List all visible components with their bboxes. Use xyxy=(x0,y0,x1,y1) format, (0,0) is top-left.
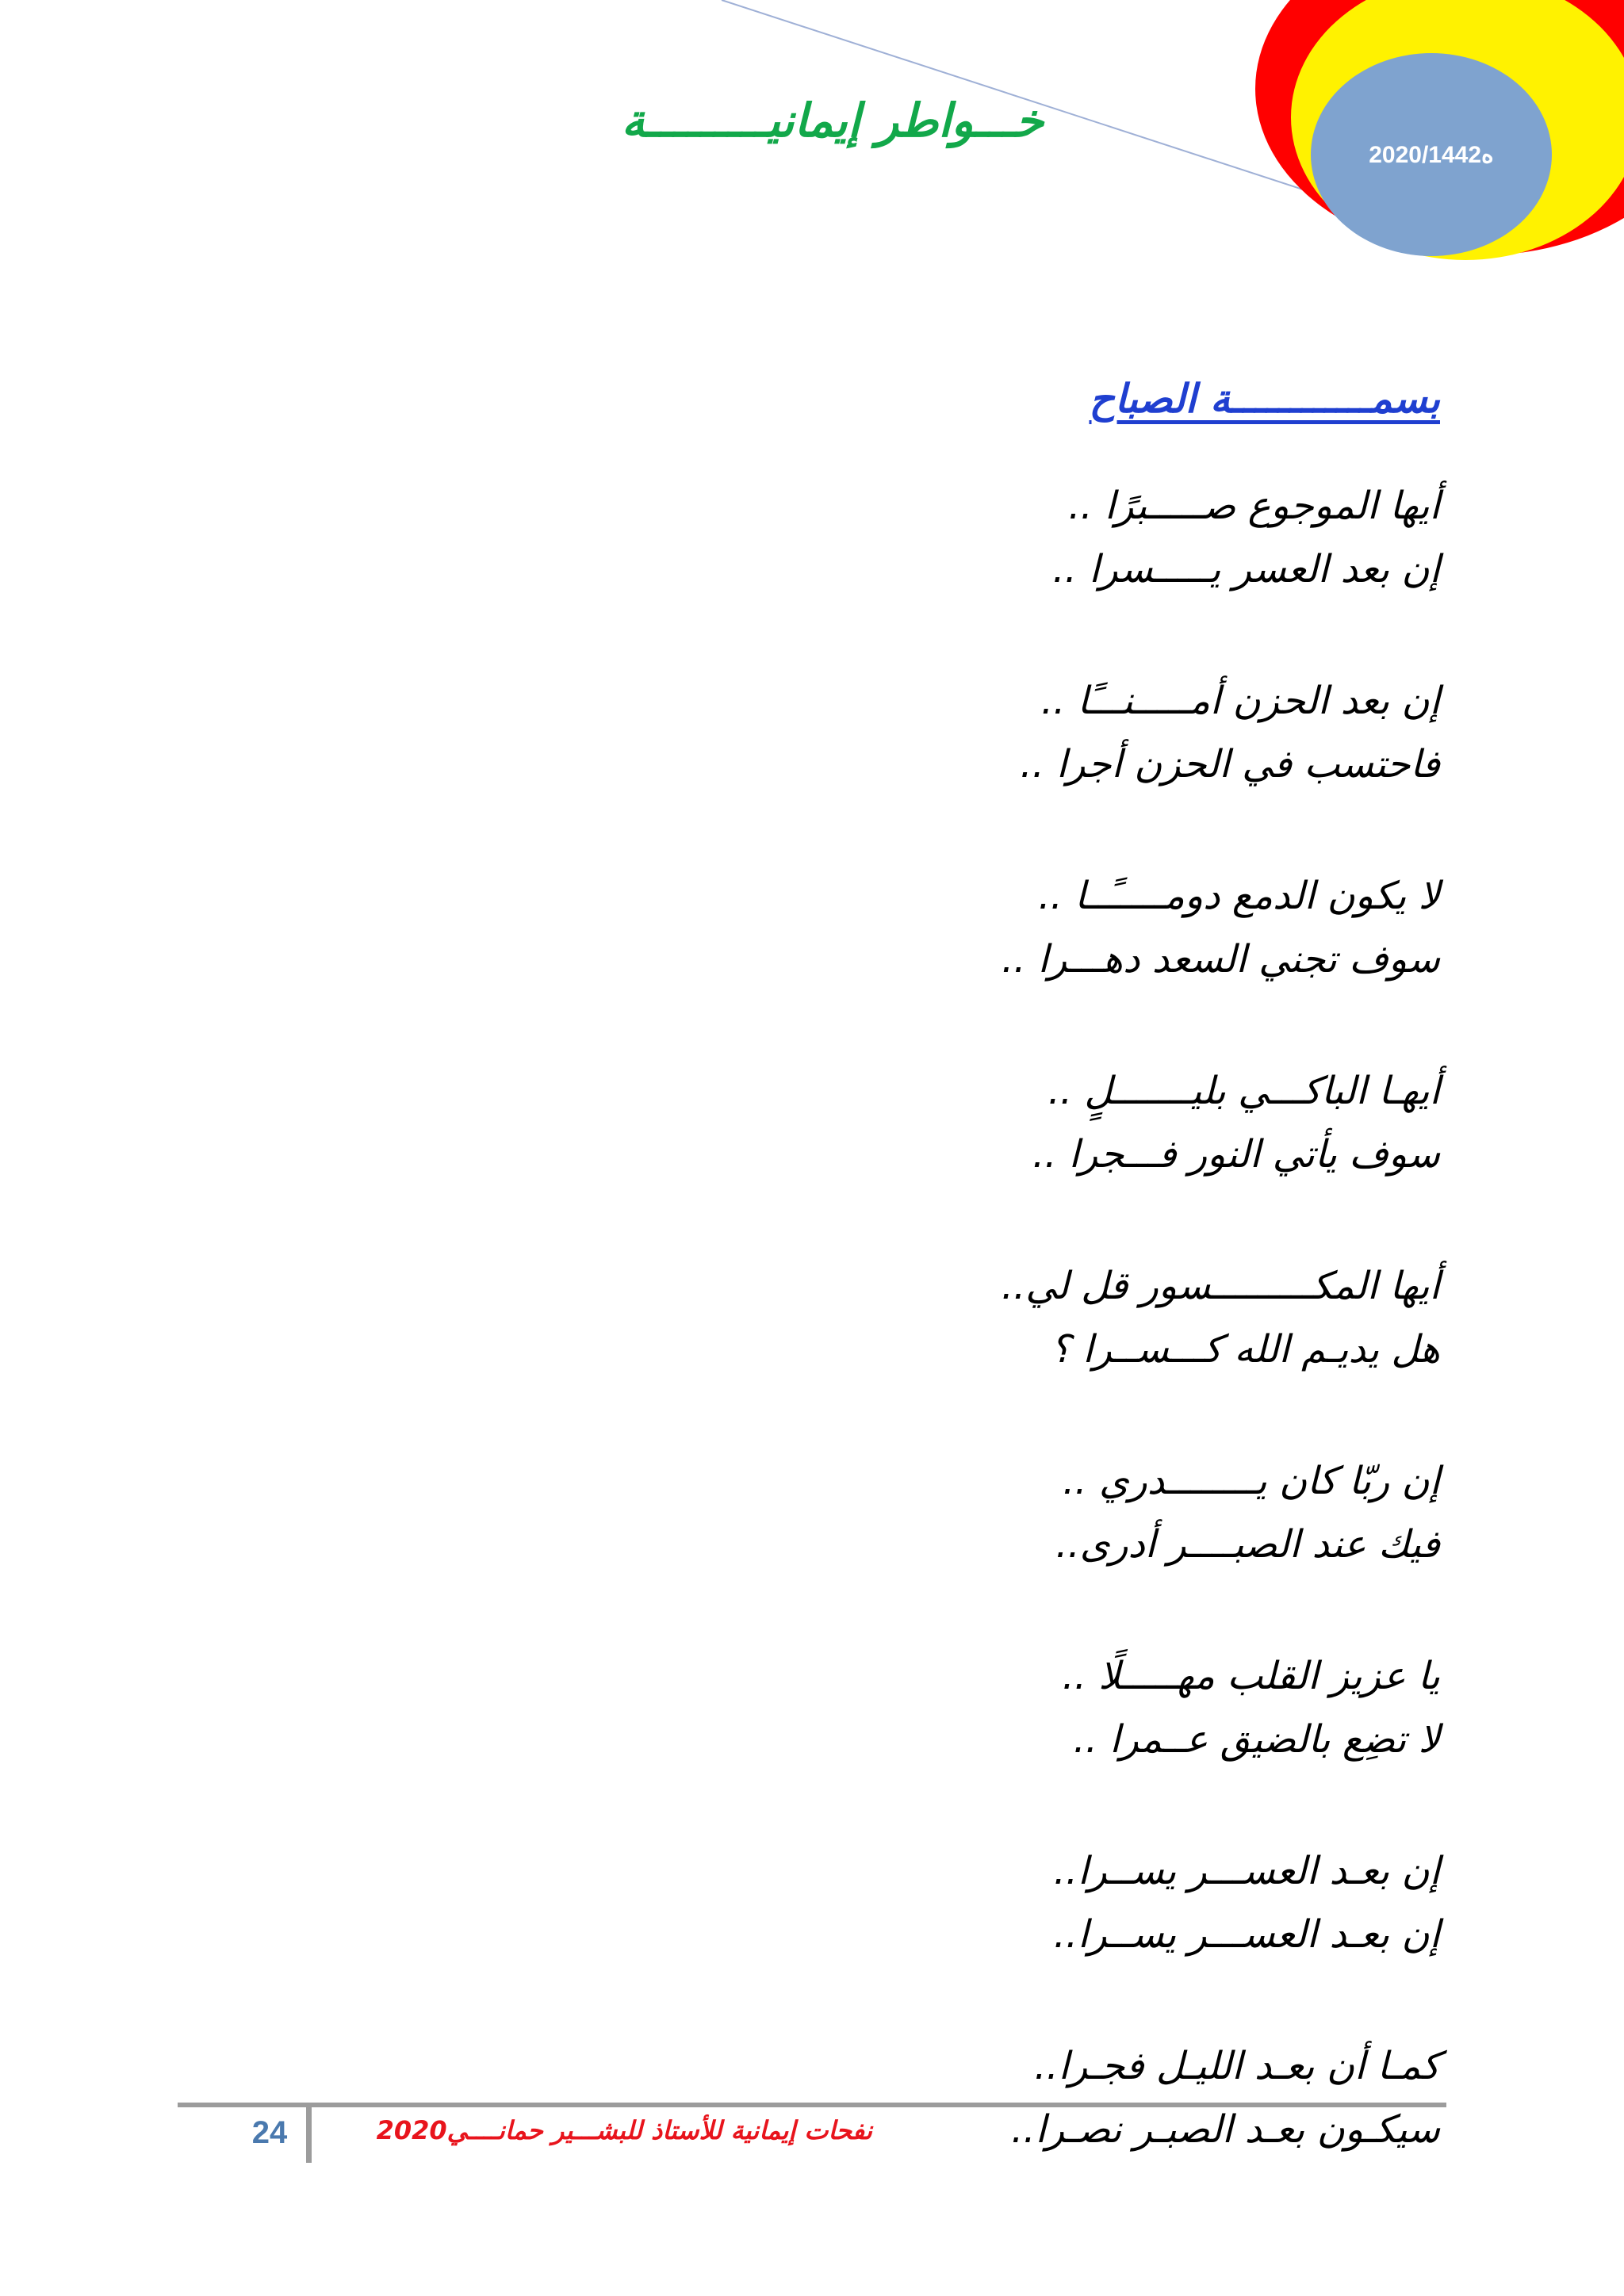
verse-line: أيها المكـــــــــسور قل لي.. xyxy=(1001,1264,1440,1308)
verse-line: إن بعد العسر يـــــسرا .. xyxy=(1052,547,1440,591)
page-number: 24 xyxy=(251,2115,288,2150)
footer-credit: نفحات إيمانية للأستاذ للبشـــير حمانــــي2020 xyxy=(376,2115,872,2145)
page-title: خـــواطر إيمانيـــــــــة xyxy=(621,94,1044,147)
verse-line: يا عزيز القلب مهـــــلًا .. xyxy=(1062,1654,1440,1698)
verse-line: سوف يأتي النور فـــجرا .. xyxy=(1032,1132,1440,1177)
verse-line: هل يديـم الله كـــســرا ؟ xyxy=(1050,1327,1440,1372)
verse-line: كمـا أن بعـد الليـل فجـرا.. xyxy=(1034,2044,1440,2088)
verse-line: إن بعد الحزن أمـــــنـــًا .. xyxy=(1040,679,1440,723)
verse-line: فاحتسب في الحزن أجرا .. xyxy=(1020,742,1440,786)
stanza xyxy=(726,1059,1440,1186)
verse-line: أيهـا الباكـــي بليـــــــلٍ .. xyxy=(1048,1069,1440,1113)
poem xyxy=(726,371,1440,2229)
verse-line: إن بعـد العســـر يســرا.. xyxy=(1053,1912,1440,1957)
stanza xyxy=(726,1839,1440,1966)
verse-line: سيكـون بعـد الصبـر نصـرا.. xyxy=(1011,2107,1440,2152)
verse-line: إن بعـد العســـر يســرا.. xyxy=(1053,1849,1440,1893)
stanza xyxy=(726,474,1440,601)
verse-line: سوف تجني السعد دهـــرا .. xyxy=(1002,937,1440,982)
year-badge: 2020/ه1442 xyxy=(1369,142,1494,168)
verse-line: فيك عند الصبــــر أدرى.. xyxy=(1055,1522,1440,1567)
verse-line: أيها الموجوع صـــــبرًا .. xyxy=(1068,484,1440,528)
verse-line: لا يكون الدمع دومـــــًــا .. xyxy=(1038,874,1440,918)
stanza xyxy=(726,864,1440,991)
stanza xyxy=(726,1449,1440,1576)
stanza xyxy=(726,1644,1440,1771)
stanza xyxy=(726,669,1440,796)
footer-divider xyxy=(178,2103,1446,2107)
stanza xyxy=(726,1254,1440,1381)
verse-line: إن ربّا كان يــــــــدري .. xyxy=(1063,1459,1440,1503)
verse-line: لا تضِع بالضيق عــمرا .. xyxy=(1073,1717,1440,1762)
poem-title: بسمــــــــــــة الصباح xyxy=(1089,376,1440,422)
footer-separator xyxy=(306,2107,312,2163)
